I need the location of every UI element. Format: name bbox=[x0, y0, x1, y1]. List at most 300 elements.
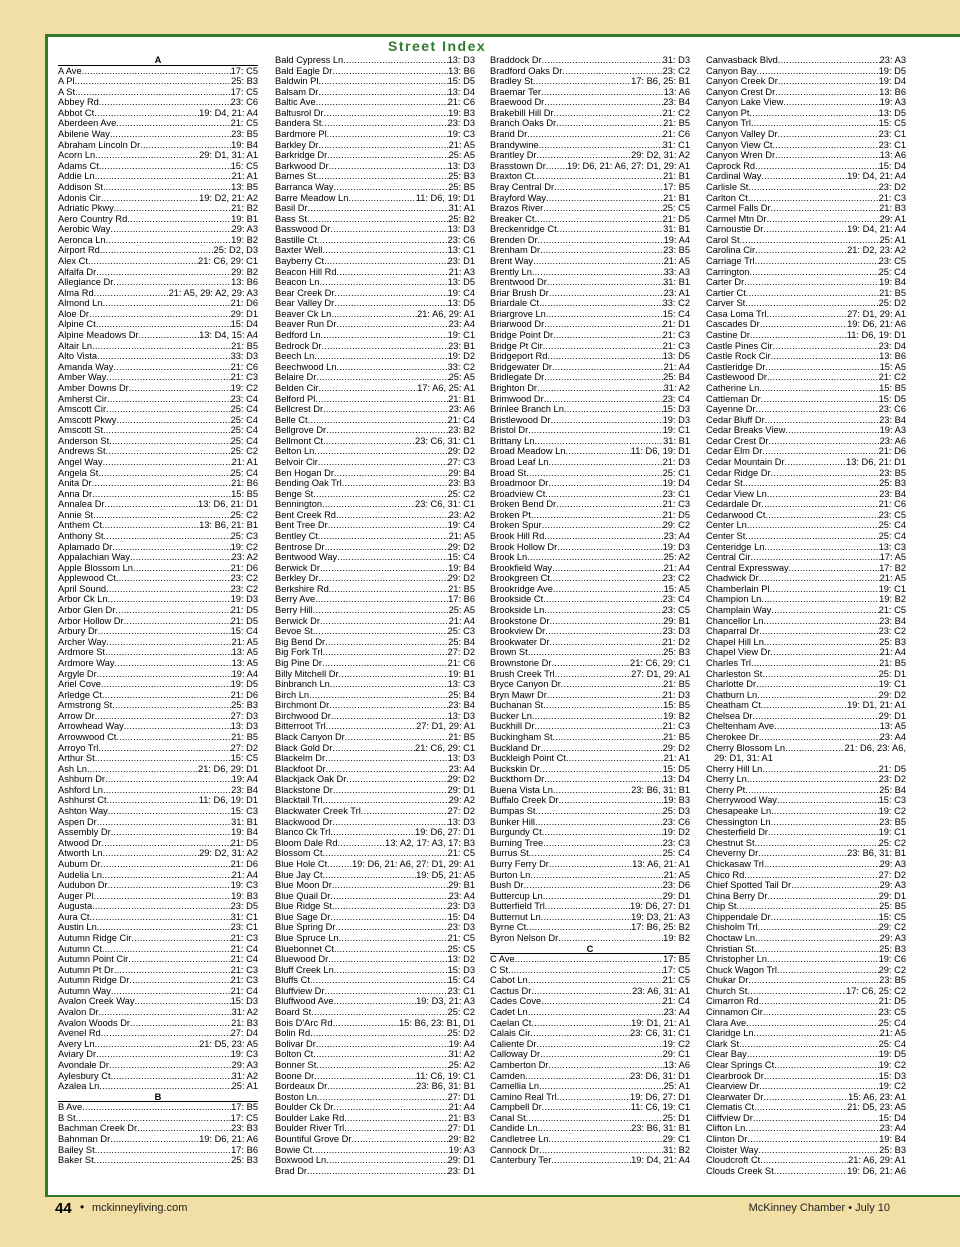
street-name: Austin Ln bbox=[58, 922, 97, 933]
street-entry bbox=[275, 87, 475, 98]
street-entry bbox=[275, 616, 475, 627]
street-entry bbox=[275, 605, 475, 616]
map-reference: 13: D3 bbox=[447, 710, 475, 721]
street-entry bbox=[58, 859, 258, 870]
street-entry bbox=[275, 996, 475, 1007]
map-reference: 31: B2 bbox=[663, 1144, 690, 1155]
street-entry bbox=[58, 679, 258, 690]
street-name: Aviary Dr bbox=[58, 1049, 97, 1060]
leader-dots bbox=[116, 415, 230, 426]
street-name: Bellmont Ct bbox=[275, 435, 324, 446]
map-reference: 29: D2 bbox=[662, 742, 690, 753]
street-entry bbox=[706, 996, 906, 1007]
street-entry bbox=[706, 594, 906, 605]
map-reference: 15: A5 bbox=[879, 361, 906, 372]
street-entry bbox=[58, 510, 258, 521]
map-reference: 29: C1 bbox=[662, 1133, 690, 1144]
street-name: Clouds Creek St bbox=[706, 1165, 774, 1176]
map-reference: 23: D3 bbox=[447, 901, 475, 912]
street-entry bbox=[58, 362, 258, 373]
leader-dots bbox=[124, 616, 231, 627]
leader-dots bbox=[763, 1092, 848, 1103]
street-name: Carmel Falls Dr bbox=[706, 203, 771, 214]
map-reference: 21: C6 bbox=[447, 97, 475, 108]
street-entry bbox=[706, 97, 906, 108]
map-reference: 25: D3 bbox=[662, 806, 690, 817]
street-name: Birchmont Dr bbox=[275, 700, 330, 711]
street-name: Abraham Lincoln Dr bbox=[58, 139, 141, 150]
leader-dots bbox=[127, 214, 231, 225]
street-entry bbox=[58, 171, 258, 182]
street-name: Clear Bay bbox=[706, 1049, 747, 1060]
map-reference: 25: B3 bbox=[231, 76, 258, 87]
street-entry bbox=[490, 1134, 690, 1145]
leader-dots bbox=[748, 193, 879, 204]
leader-dots bbox=[533, 256, 664, 267]
street-name: Blue Ridge St bbox=[275, 901, 332, 912]
map-reference: 23: B4 bbox=[231, 784, 258, 795]
street-name: Bonner St bbox=[275, 1059, 317, 1070]
map-reference: 31: B1 bbox=[663, 435, 690, 446]
street-entry bbox=[706, 309, 906, 320]
street-entry bbox=[58, 954, 258, 965]
leader-dots bbox=[95, 171, 232, 182]
leader-dots bbox=[553, 732, 664, 743]
map-reference: 23: B6, 31: B1 bbox=[847, 848, 906, 859]
street-entry bbox=[58, 531, 258, 542]
street-entry bbox=[58, 520, 258, 531]
leader-dots bbox=[541, 912, 631, 923]
map-reference: 21: C6 bbox=[447, 657, 475, 668]
map-reference: 13: D3 bbox=[230, 721, 258, 732]
map-reference: 19: C1 bbox=[878, 827, 906, 838]
map-reference: 21: C3 bbox=[662, 721, 690, 732]
street-entry bbox=[58, 563, 258, 574]
street-name: Belford Pl bbox=[275, 393, 316, 404]
map-reference: 25: C3 bbox=[230, 531, 258, 542]
map-reference: 23: C1 bbox=[878, 129, 906, 140]
map-reference: 13: D5 bbox=[878, 107, 906, 118]
street-name: Bent Tree Dr bbox=[275, 520, 328, 531]
street-name: Aberdeen Ave bbox=[58, 118, 117, 129]
map-reference: 21: A4 bbox=[231, 869, 258, 880]
street-name: Autumn Ct bbox=[58, 943, 102, 954]
street-name: Avalon Dr bbox=[58, 1007, 99, 1018]
map-reference: 23: A2 bbox=[448, 509, 475, 520]
map-reference: 13: D4 bbox=[662, 774, 690, 785]
leader-dots bbox=[527, 129, 662, 140]
map-reference: 23: A4 bbox=[448, 890, 475, 901]
map-reference: 23: A6, 31: A1 bbox=[632, 985, 690, 996]
street-name: Birchwood Dr bbox=[275, 710, 331, 721]
map-reference: 25: C4 bbox=[662, 848, 690, 859]
map-reference: 25: B3 bbox=[663, 647, 690, 658]
map-reference: 21: D5 bbox=[878, 996, 906, 1007]
section-letter-header: C bbox=[490, 944, 690, 955]
street-name: Aura Ct bbox=[58, 911, 90, 922]
street-name: Cherry Blossom Ln bbox=[706, 742, 786, 753]
street-entry bbox=[58, 1102, 258, 1113]
street-entry bbox=[490, 552, 690, 563]
map-reference: 21: C6 bbox=[230, 361, 258, 372]
street-name: Big Bend Dr bbox=[275, 636, 326, 647]
street-entry bbox=[275, 859, 475, 870]
leader-dots bbox=[541, 87, 664, 98]
leader-dots bbox=[317, 235, 448, 246]
map-reference: 21: B2 bbox=[231, 203, 258, 214]
leader-dots bbox=[546, 193, 663, 204]
leader-dots bbox=[332, 66, 448, 77]
map-reference: 25: A1 bbox=[663, 1081, 690, 1092]
map-reference: 19: D4 bbox=[878, 76, 906, 87]
leader-dots bbox=[90, 912, 231, 923]
map-reference: 13: D3 bbox=[447, 55, 475, 65]
street-name: Briar Brush Dr bbox=[490, 287, 549, 298]
street-entry bbox=[275, 975, 475, 986]
street-entry bbox=[706, 288, 906, 299]
map-reference: 23: B4 bbox=[663, 97, 690, 108]
leader-dots bbox=[114, 658, 231, 669]
street-entry bbox=[58, 774, 258, 785]
leader-dots bbox=[747, 520, 879, 531]
map-reference: 19: C4 bbox=[447, 287, 475, 298]
street-name: Appalachian Way bbox=[58, 552, 131, 563]
map-reference: 23: B3 bbox=[231, 1123, 258, 1134]
map-reference: 23: C5 bbox=[662, 605, 690, 616]
leader-dots bbox=[547, 351, 662, 362]
map-reference: 25: C4 bbox=[230, 435, 258, 446]
street-name: Atworth Ln bbox=[58, 848, 103, 859]
street-entry bbox=[275, 1049, 475, 1060]
street-name: Bluffview Dr bbox=[275, 985, 325, 996]
leader-dots bbox=[771, 203, 880, 214]
leader-dots bbox=[307, 214, 448, 225]
leader-dots bbox=[320, 616, 449, 627]
map-reference: 31: B1 bbox=[663, 224, 690, 235]
leader-dots bbox=[531, 510, 663, 521]
street-entry bbox=[275, 584, 475, 595]
leader-dots bbox=[316, 97, 448, 108]
leader-dots bbox=[107, 795, 199, 806]
leader-dots bbox=[134, 996, 230, 1007]
leader-dots bbox=[94, 1155, 231, 1166]
leader-dots bbox=[114, 965, 231, 976]
street-name: Barkwood Dr bbox=[275, 160, 329, 171]
map-reference: 29: D2 bbox=[447, 446, 475, 457]
street-name: Ashhurst Ct bbox=[58, 795, 107, 806]
leader-dots bbox=[102, 848, 199, 859]
map-reference: 25: B3 bbox=[879, 943, 906, 954]
map-reference: 27: D1, 29: A1 bbox=[416, 721, 475, 732]
street-entry bbox=[58, 901, 258, 912]
street-name: Bluff Creek Ln bbox=[275, 964, 334, 975]
map-reference: 13: D4 bbox=[447, 86, 475, 97]
street-entry bbox=[275, 563, 475, 574]
street-name: Alma Rd bbox=[58, 287, 94, 298]
street-name: Brookfield Way bbox=[490, 562, 553, 573]
street-entry bbox=[706, 1102, 906, 1113]
street-name: A Pl bbox=[58, 76, 75, 87]
leader-dots bbox=[760, 1155, 848, 1166]
street-name: Abilene Way bbox=[58, 129, 110, 140]
street-name: Blackfoot Dr bbox=[275, 763, 326, 774]
leader-dots bbox=[548, 478, 662, 489]
street-name: Bald Cypress Ln bbox=[275, 55, 344, 65]
map-reference: 23: D3 bbox=[662, 626, 690, 637]
street-entry bbox=[706, 584, 906, 595]
map-reference: 19: A3 bbox=[879, 425, 906, 436]
leader-dots bbox=[552, 362, 664, 373]
map-reference: 13: C3 bbox=[878, 541, 906, 552]
street-name: Arbor Ck Ln bbox=[58, 594, 108, 605]
map-reference: 23: B4 bbox=[448, 700, 475, 711]
leader-dots bbox=[113, 362, 230, 373]
map-reference: 17: C5 bbox=[230, 1112, 258, 1123]
leader-dots bbox=[744, 277, 879, 288]
map-reference: 25: A1 bbox=[879, 234, 906, 245]
leader-dots bbox=[528, 425, 662, 436]
map-reference: 19: D3, 21: A3 bbox=[416, 996, 475, 1007]
map-reference: 23: A4 bbox=[879, 1123, 906, 1134]
street-entry bbox=[706, 150, 906, 161]
map-reference: 29: A3 bbox=[879, 880, 906, 891]
map-reference: 19: A4 bbox=[231, 668, 258, 679]
leader-dots bbox=[309, 690, 448, 701]
street-entry bbox=[490, 975, 690, 986]
leader-dots bbox=[348, 193, 415, 204]
leader-dots bbox=[745, 1123, 879, 1134]
street-entry bbox=[490, 415, 690, 426]
leader-dots bbox=[334, 298, 447, 309]
map-reference: 21: A5 bbox=[663, 255, 690, 266]
leader-dots bbox=[775, 150, 880, 161]
street-entry bbox=[706, 245, 906, 256]
street-entry bbox=[58, 542, 258, 553]
leader-dots bbox=[129, 975, 230, 986]
street-name: Chico Rd bbox=[706, 869, 745, 880]
street-entry bbox=[58, 425, 258, 436]
street-name: Brenden Dr bbox=[490, 234, 538, 245]
leader-dots bbox=[330, 679, 448, 690]
leader-dots bbox=[95, 1039, 200, 1050]
street-entry bbox=[706, 140, 906, 151]
index-column-1 bbox=[58, 55, 258, 1166]
map-reference: 15: C5 bbox=[230, 160, 258, 171]
street-name: Avalon Woods Dr bbox=[58, 1017, 131, 1028]
map-reference: 13: A5 bbox=[231, 657, 258, 668]
map-reference: 13: B6 bbox=[879, 86, 906, 97]
street-entry bbox=[706, 404, 906, 415]
street-name: Bryn Mawr Dr bbox=[490, 689, 547, 700]
street-entry bbox=[490, 55, 690, 66]
street-name: Beech Ln bbox=[275, 351, 315, 362]
leader-dots bbox=[549, 859, 632, 870]
leader-dots bbox=[325, 637, 448, 648]
leader-dots bbox=[322, 658, 448, 669]
street-name: Canyon Bay bbox=[706, 65, 757, 76]
leader-dots bbox=[748, 182, 878, 193]
street-name: Breckenridge Ct bbox=[490, 224, 557, 235]
street-entry bbox=[275, 626, 475, 637]
street-entry bbox=[275, 965, 475, 976]
street-name: Burrus St bbox=[490, 848, 529, 859]
street-name: Brownstone Dr bbox=[490, 657, 552, 668]
street-entry bbox=[275, 309, 475, 320]
leader-dots bbox=[334, 288, 447, 299]
map-reference: 19: C2 bbox=[662, 1038, 690, 1049]
street-name: Briardale Ct bbox=[490, 298, 540, 309]
leader-dots bbox=[97, 351, 230, 362]
street-entry bbox=[490, 594, 690, 605]
street-name: Amherst Cir bbox=[58, 393, 108, 404]
street-name: Champlain Way bbox=[706, 605, 772, 616]
leader-dots bbox=[96, 319, 231, 330]
street-name: Audelia Ln bbox=[58, 869, 102, 880]
street-entry bbox=[490, 922, 690, 933]
street-name: Camellia Ln bbox=[490, 1081, 540, 1092]
street-name: Broad St bbox=[490, 467, 527, 478]
street-entry bbox=[58, 1039, 258, 1050]
map-reference: 19: D6, 27: D1 bbox=[630, 901, 690, 912]
street-entry bbox=[275, 404, 475, 415]
map-reference: 13: D5 bbox=[447, 298, 475, 309]
leader-dots bbox=[746, 1018, 878, 1029]
leader-dots bbox=[124, 721, 231, 732]
street-entry bbox=[275, 1028, 475, 1039]
street-name: Aplamado Dr bbox=[58, 541, 113, 552]
street-entry bbox=[275, 542, 475, 553]
street-entry bbox=[706, 520, 906, 531]
street-name: Barkley Dr bbox=[275, 139, 319, 150]
leader-dots bbox=[771, 912, 879, 923]
map-reference: 15: D3 bbox=[447, 964, 475, 975]
map-reference: 27: D1, 29: A1 bbox=[847, 308, 906, 319]
map-reference: 27: D1 bbox=[447, 1091, 475, 1102]
street-name: Cloudcroft Ct bbox=[706, 1155, 761, 1166]
street-name: Balsam Dr bbox=[275, 86, 319, 97]
street-name: Church St bbox=[706, 985, 748, 996]
street-entry bbox=[58, 573, 258, 584]
street-entry bbox=[58, 129, 258, 140]
leader-dots bbox=[315, 394, 448, 405]
map-reference: 13: A5 bbox=[879, 721, 906, 732]
leader-dots bbox=[555, 669, 631, 680]
street-entry bbox=[490, 996, 690, 1007]
leader-dots bbox=[342, 478, 448, 489]
leader-dots bbox=[755, 933, 880, 944]
street-name: Barranca Way bbox=[275, 181, 334, 192]
map-reference: 17: B6 bbox=[231, 1144, 258, 1155]
leader-dots bbox=[326, 1155, 447, 1166]
map-reference: 13: D3 bbox=[447, 160, 475, 171]
map-reference: 21: C6, 29: C1 bbox=[630, 657, 690, 668]
street-name: Blackwater Creek Trl bbox=[275, 806, 361, 817]
street-entry bbox=[275, 1145, 475, 1156]
street-name: Briargrove Ln bbox=[490, 308, 546, 319]
map-reference: 31: B1 bbox=[663, 277, 690, 288]
street-name: Brently Ln bbox=[490, 266, 532, 277]
map-reference: 19: D1, 21: A1 bbox=[631, 1017, 690, 1028]
leader-dots bbox=[546, 309, 663, 320]
street-name: Bennington bbox=[275, 499, 323, 510]
street-name: Carlisle St bbox=[706, 181, 749, 192]
street-name: Aeronca Ln bbox=[58, 234, 106, 245]
street-entry bbox=[275, 901, 475, 912]
map-reference: 21: A4 bbox=[663, 361, 690, 372]
street-name: Cedar Breaks View bbox=[706, 425, 786, 436]
leader-dots bbox=[542, 1102, 631, 1113]
map-reference: 23: B5 bbox=[879, 816, 906, 827]
street-name: Berkshire Rd bbox=[275, 583, 329, 594]
map-reference: 29: D1 bbox=[878, 890, 906, 901]
street-entry bbox=[275, 193, 475, 204]
map-reference: 25: A5 bbox=[448, 605, 475, 616]
street-entry bbox=[58, 108, 258, 119]
street-entry bbox=[58, 669, 258, 680]
street-entry bbox=[706, 468, 906, 479]
leader-dots bbox=[527, 552, 663, 563]
leader-dots bbox=[748, 975, 879, 986]
street-name: Cedar Ridge Dr bbox=[706, 467, 771, 478]
street-entry bbox=[706, 478, 906, 489]
street-entry bbox=[706, 203, 906, 214]
street-name: Choctaw Ln bbox=[706, 932, 756, 943]
street-entry bbox=[275, 1060, 475, 1071]
street-name: Casa Loma Trl bbox=[706, 308, 767, 319]
street-name: Boulder River Trl bbox=[275, 1123, 345, 1134]
leader-dots bbox=[92, 341, 231, 352]
map-reference: 21: C4 bbox=[230, 943, 258, 954]
street-name: Bentrose Dr bbox=[275, 541, 325, 552]
street-entry bbox=[706, 986, 906, 997]
street-name: Cartier Ct bbox=[706, 287, 746, 298]
street-entry bbox=[275, 76, 475, 87]
street-entry bbox=[58, 933, 258, 944]
map-reference: 17: A5 bbox=[879, 552, 906, 563]
map-reference: 23: C6 bbox=[878, 404, 906, 415]
leader-dots bbox=[535, 817, 663, 828]
map-reference: 21: A5 bbox=[879, 1028, 906, 1039]
map-reference: 25: C4 bbox=[878, 266, 906, 277]
map-reference: 23: B5 bbox=[231, 129, 258, 140]
street-name: Berry Hill bbox=[275, 605, 313, 616]
leader-dots bbox=[753, 1113, 879, 1124]
map-reference: 25: C1 bbox=[662, 467, 690, 478]
street-name: Chickasaw Trl bbox=[706, 858, 764, 869]
street-name: Bristlewood Dr bbox=[490, 414, 551, 425]
leader-dots bbox=[137, 1123, 231, 1134]
leader-dots bbox=[317, 1092, 448, 1103]
leader-dots bbox=[544, 531, 663, 542]
street-entry bbox=[490, 1049, 690, 1060]
street-name: Brighton Dr bbox=[490, 382, 538, 393]
leader-dots bbox=[310, 1028, 447, 1039]
street-name: Belle Ct bbox=[275, 414, 308, 425]
leader-dots bbox=[318, 87, 447, 98]
street-entry bbox=[275, 679, 475, 690]
leader-dots bbox=[140, 140, 231, 151]
leader-dots bbox=[115, 605, 230, 616]
map-reference: 25: D2, D3 bbox=[213, 245, 258, 256]
map-reference: 19: D2 bbox=[447, 351, 475, 362]
street-name: Barkridge Dr bbox=[275, 150, 328, 161]
street-entry bbox=[490, 838, 690, 849]
street-name: Carrington bbox=[706, 266, 750, 277]
street-entry bbox=[490, 468, 690, 479]
street-entry bbox=[58, 383, 258, 394]
street-name: Broadmoor Dr bbox=[490, 478, 549, 489]
street-name: April Sound bbox=[58, 583, 107, 594]
